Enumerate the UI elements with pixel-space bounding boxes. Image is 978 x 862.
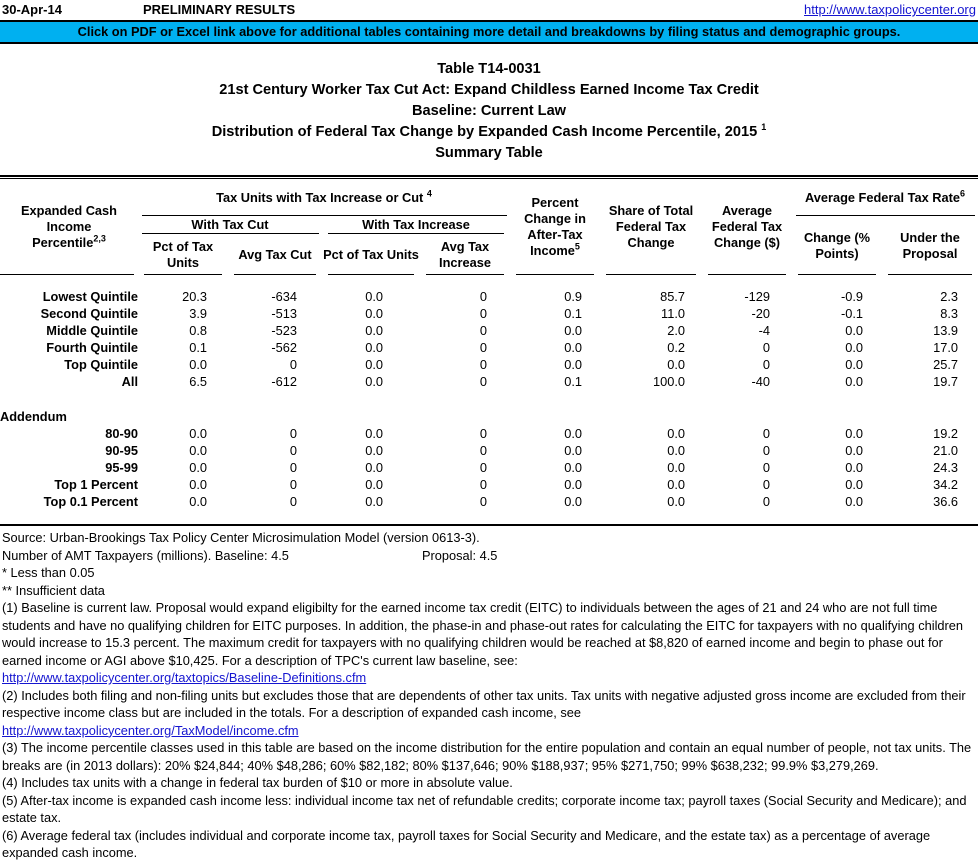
cell: 0.0 [845, 374, 863, 389]
table-row [0, 322, 978, 339]
table-row [0, 425, 978, 442]
cell: 0 [479, 306, 487, 321]
cell: 0.0 [667, 477, 685, 492]
info-banner-text: Click on PDF or Excel link above for additional tables containing more detail and breakdowns by filing status and demographic groups. [77, 24, 901, 39]
preliminary-results-label: PRELIMINARY RESULTS [143, 2, 296, 17]
cell: 0 [479, 460, 487, 475]
cell: 0.0 [564, 323, 582, 338]
source-note: Source: Urban-Brookings Tax Policy Center Microsimulation Model (version 0613-3). [2, 530, 480, 545]
cell: 0.0 [845, 357, 863, 372]
row-label: All [121, 374, 138, 389]
cell: 0.0 [365, 306, 383, 321]
cell: -20 [751, 306, 770, 321]
cell: 0 [289, 494, 297, 509]
amt-proposal-value: Proposal: 4.5 [422, 547, 498, 563]
row-label: Lowest Quintile [42, 289, 138, 304]
table-row [0, 442, 978, 459]
cell: 0.9 [564, 289, 582, 304]
cell: 0 [479, 494, 487, 509]
cell: 0.0 [564, 494, 582, 509]
cell: 0.1 [564, 374, 582, 389]
footnote-ref-6: 6 [960, 188, 966, 199]
cell: 0 [479, 426, 487, 441]
table-row [0, 305, 978, 322]
table-row [0, 373, 978, 390]
col-header-pct-units-increase: Pct of Tax Units [322, 234, 420, 275]
cell: 17.0 [933, 340, 959, 355]
cell: 0.0 [845, 443, 863, 458]
cell: 0.0 [189, 460, 207, 475]
cell: 0.0 [189, 357, 207, 372]
cell: 0.0 [189, 494, 207, 509]
cell: 0 [479, 374, 487, 389]
cell: 0 [289, 426, 297, 441]
spacer-row [0, 390, 978, 408]
cell: 36.6 [933, 494, 959, 509]
cell: 0.0 [189, 477, 207, 492]
cell: 85.7 [660, 289, 685, 304]
footnote-4: (4) Includes tax units with a change in federal tax burden of $10 or more in absolute value. [2, 775, 513, 790]
cell: 0.0 [667, 443, 685, 458]
table-row [0, 459, 978, 476]
group-header-with-tax-increase: With Tax Increase [322, 216, 510, 234]
cell: 0.0 [667, 460, 685, 475]
cell: 0.0 [845, 426, 863, 441]
cell: 2.0 [667, 323, 685, 338]
table-row [0, 288, 978, 305]
cell: -40 [751, 374, 770, 389]
cell: 0.0 [365, 357, 383, 372]
addendum-header-row [0, 408, 978, 425]
col-header-avg-tax-cut: Avg Tax Cut [228, 234, 322, 275]
spacer-row [0, 510, 978, 525]
cell: 0.0 [564, 340, 582, 355]
cell: 0.0 [845, 340, 863, 355]
cell: 2.3 [940, 289, 959, 304]
row-label: 90-95 [105, 443, 138, 458]
act-title: 21st Century Worker Tax Cut Act: Expand Childless Earned Income Tax Credit [219, 82, 759, 98]
cell: 0 [762, 443, 770, 458]
cell: 19.7 [933, 374, 959, 389]
cell: 0.0 [667, 494, 685, 509]
cell: 0.0 [845, 460, 863, 475]
cell: 6.5 [189, 374, 207, 389]
cell: -129 [744, 289, 770, 304]
cell: 0 [762, 340, 770, 355]
footnote-6: (6) Average federal tax (includes individual and corporate income tax, payroll taxes for Social Security and Medicare, and the estate tax) as a percentage of average expanded cash income. [2, 827, 931, 860]
group-header-avg-fed-rate: Average Federal Tax Rate$^6$ [792, 179, 978, 216]
cell: -523 [271, 323, 297, 338]
cell: 0 [289, 443, 297, 458]
cell: 0.0 [667, 426, 685, 441]
cell: 0.0 [365, 340, 383, 355]
addendum-label: Addendum [0, 409, 67, 424]
row-label: Second Quintile [40, 306, 138, 321]
cell: 0.1 [564, 306, 582, 321]
group-header-with-tax-cut: With Tax Cut [138, 216, 322, 234]
cell: 0.0 [564, 443, 582, 458]
cell: 0.0 [845, 494, 863, 509]
cell: -634 [271, 289, 297, 304]
cell: 0.0 [189, 443, 207, 458]
cell: 0 [762, 426, 770, 441]
cell: 0.0 [845, 477, 863, 492]
cell: 3.9 [189, 306, 207, 321]
cell: 0 [289, 460, 297, 475]
baseline-definitions-link[interactable]: http://www.taxpolicycenter.org/taxtopics/Baseline-Definitions.cfm [2, 670, 367, 685]
site-url-link[interactable]: http://www.taxpolicycenter.org [804, 2, 976, 17]
cell: 0.0 [564, 426, 582, 441]
col-header-share-total: Share of Total Federal Tax Change [600, 179, 702, 275]
cell: 0.0 [564, 357, 582, 372]
table-row [0, 493, 978, 510]
summary-table-title: Summary Table [435, 145, 543, 161]
footnotes-section [0, 526, 978, 862]
group-header-tax-units: Tax Units with Tax Increase or Cut $^4$ [138, 179, 510, 216]
footnote-ref-2-3: 2,3 [93, 233, 106, 244]
footnote-ref-1: 1 [761, 122, 767, 133]
col-header-rate-change: Change (% Points) [792, 216, 882, 275]
cell: 0.8 [189, 323, 207, 338]
cell: 0.1 [189, 340, 207, 355]
footnote-ref-5: 5 [574, 241, 580, 252]
cell: -0.1 [840, 306, 863, 321]
row-label: Top 0.1 Percent [43, 494, 138, 509]
cell: 0 [479, 443, 487, 458]
cell: 0 [762, 494, 770, 509]
cell: 0.0 [365, 443, 383, 458]
row-label: Fourth Quintile [46, 340, 138, 355]
col-header-percentile: Expanded Cash Income Percentile$^{2,3}$ [0, 179, 138, 275]
less-than-note: * Less than 0.05 [2, 565, 95, 580]
row-label: 80-90 [105, 426, 138, 441]
cell: -562 [271, 340, 297, 355]
cell: 0 [479, 289, 487, 304]
col-header-under-proposal: Under the Proposal [882, 216, 978, 275]
footnote-2: (2) Includes both filing and non-filing units but excludes those that are dependents of other tax units. Tax units with negative adjusted gross income are excluded from their respective income class but are included in the totals. For a description of expanded cash income, see [2, 687, 966, 720]
cell: 24.3 [933, 460, 959, 475]
cell: 0 [762, 460, 770, 475]
cell: 0.0 [845, 323, 863, 338]
insufficient-data-note: ** Insufficient data [2, 582, 105, 598]
cell: 19.2 [933, 426, 959, 441]
cell: -0.9 [840, 289, 863, 304]
date-label: 30-Apr-14 [2, 2, 62, 17]
table-number-title: Table T14-0031 [437, 61, 541, 77]
table-row [0, 339, 978, 356]
cell: 100.0 [652, 374, 685, 389]
row-label: Top 1 Percent [54, 477, 138, 492]
table-row [0, 356, 978, 373]
cell: 0 [762, 477, 770, 492]
col-header-pct-units-cut: Pct of Tax Units [138, 234, 228, 275]
cell: 0.0 [365, 374, 383, 389]
col-header-pct-change-after-tax: Percent Change in After-Tax Income$^5$ [510, 179, 600, 275]
cell: 0.0 [564, 460, 582, 475]
spacer-row [0, 275, 978, 288]
cell: 0 [479, 323, 487, 338]
top-header-bar [0, 0, 978, 20]
cell: 0 [479, 477, 487, 492]
cell: 34.2 [933, 477, 959, 492]
cell: 0.2 [667, 340, 685, 355]
col-header-avg-tax-increase: Avg Tax Increase [420, 234, 510, 275]
cell: 0.0 [365, 494, 383, 509]
cell: 0 [289, 477, 297, 492]
cell: 0 [289, 357, 297, 372]
col-header-avg-fed-change: Average Federal Tax Change ($) [702, 179, 792, 275]
row-label: Middle Quintile [46, 323, 138, 338]
amt-taxpayers-note: Number of AMT Taxpayers (millions). Baseline: 4.5 Proposal: 4.5 [2, 547, 498, 563]
cell: 25.7 [933, 357, 959, 372]
cell: 0.0 [365, 460, 383, 475]
footnote-3: (3) The income percentile classes used in this table are based on the income distribution for the entire population and contain an equal number of people, not tax units. The breaks are (in 2013 dollars): 20% $24,844; 40% $48,286; 60% $82,182; 80% $137,646; 90% $188,937; 95% $271,750; 99% $638,232; 99.9% $3,279,269. [2, 740, 972, 773]
footnote-1: (1) Baseline is current law. Proposal would expand eligibilty for the earned income tax credit (EITC) to individuals between the ages of 21 and 24 who are not full time students and have no qualifying children for EITC purposes. In addition, the phase-in and phase-out rates for calculating the EITC for taxpayers with no qualifying children would increase to 15.3 percent. The maximum credit for taxpayers with no qualifying children would be reached at $8,820 of earned income and begin to phase out for earned income or AGI above $10,425. For a description of TPC's current law baseline, see: [2, 600, 964, 668]
cell: 0.0 [189, 426, 207, 441]
income-definition-link[interactable]: http://www.taxpolicycenter.org/TaxModel/income.cfm [2, 722, 299, 738]
cell: 0.0 [667, 357, 685, 372]
table-row [0, 476, 978, 493]
cell: 0.0 [365, 426, 383, 441]
cell: 20.3 [182, 289, 207, 304]
cell: 0 [479, 357, 487, 372]
cell: 0 [479, 340, 487, 355]
cell: 0.0 [365, 323, 383, 338]
cell: -612 [271, 374, 297, 389]
cell: -4 [758, 323, 770, 338]
cell: 11.0 [661, 306, 685, 321]
info-banner [0, 20, 978, 44]
cell: 0.0 [564, 477, 582, 492]
footnote-5: (5) After-tax income is expanded cash income less: individual income tax net of refundable credits; corporate income tax; payroll taxes (Social Security and Medicare); and estate tax. [2, 792, 967, 825]
cell: 21.0 [933, 443, 959, 458]
cell: 8.3 [940, 306, 959, 321]
cell: 0.0 [365, 477, 383, 492]
cell: 0 [762, 357, 770, 372]
row-label: 95-99 [105, 460, 138, 475]
row-label: Top Quintile [64, 357, 138, 372]
distribution-title: Distribution of Federal Tax Change by Expanded Cash Income Percentile, 2015 $^1$ [211, 122, 767, 140]
footnote-ref-4: 4 [426, 188, 432, 199]
cell: -513 [271, 306, 297, 321]
distribution-table [0, 179, 978, 526]
cell: 13.9 [933, 323, 959, 338]
cell: 0.0 [365, 289, 383, 304]
table-title-block [0, 59, 978, 164]
baseline-title: Baseline: Current Law [411, 103, 567, 119]
